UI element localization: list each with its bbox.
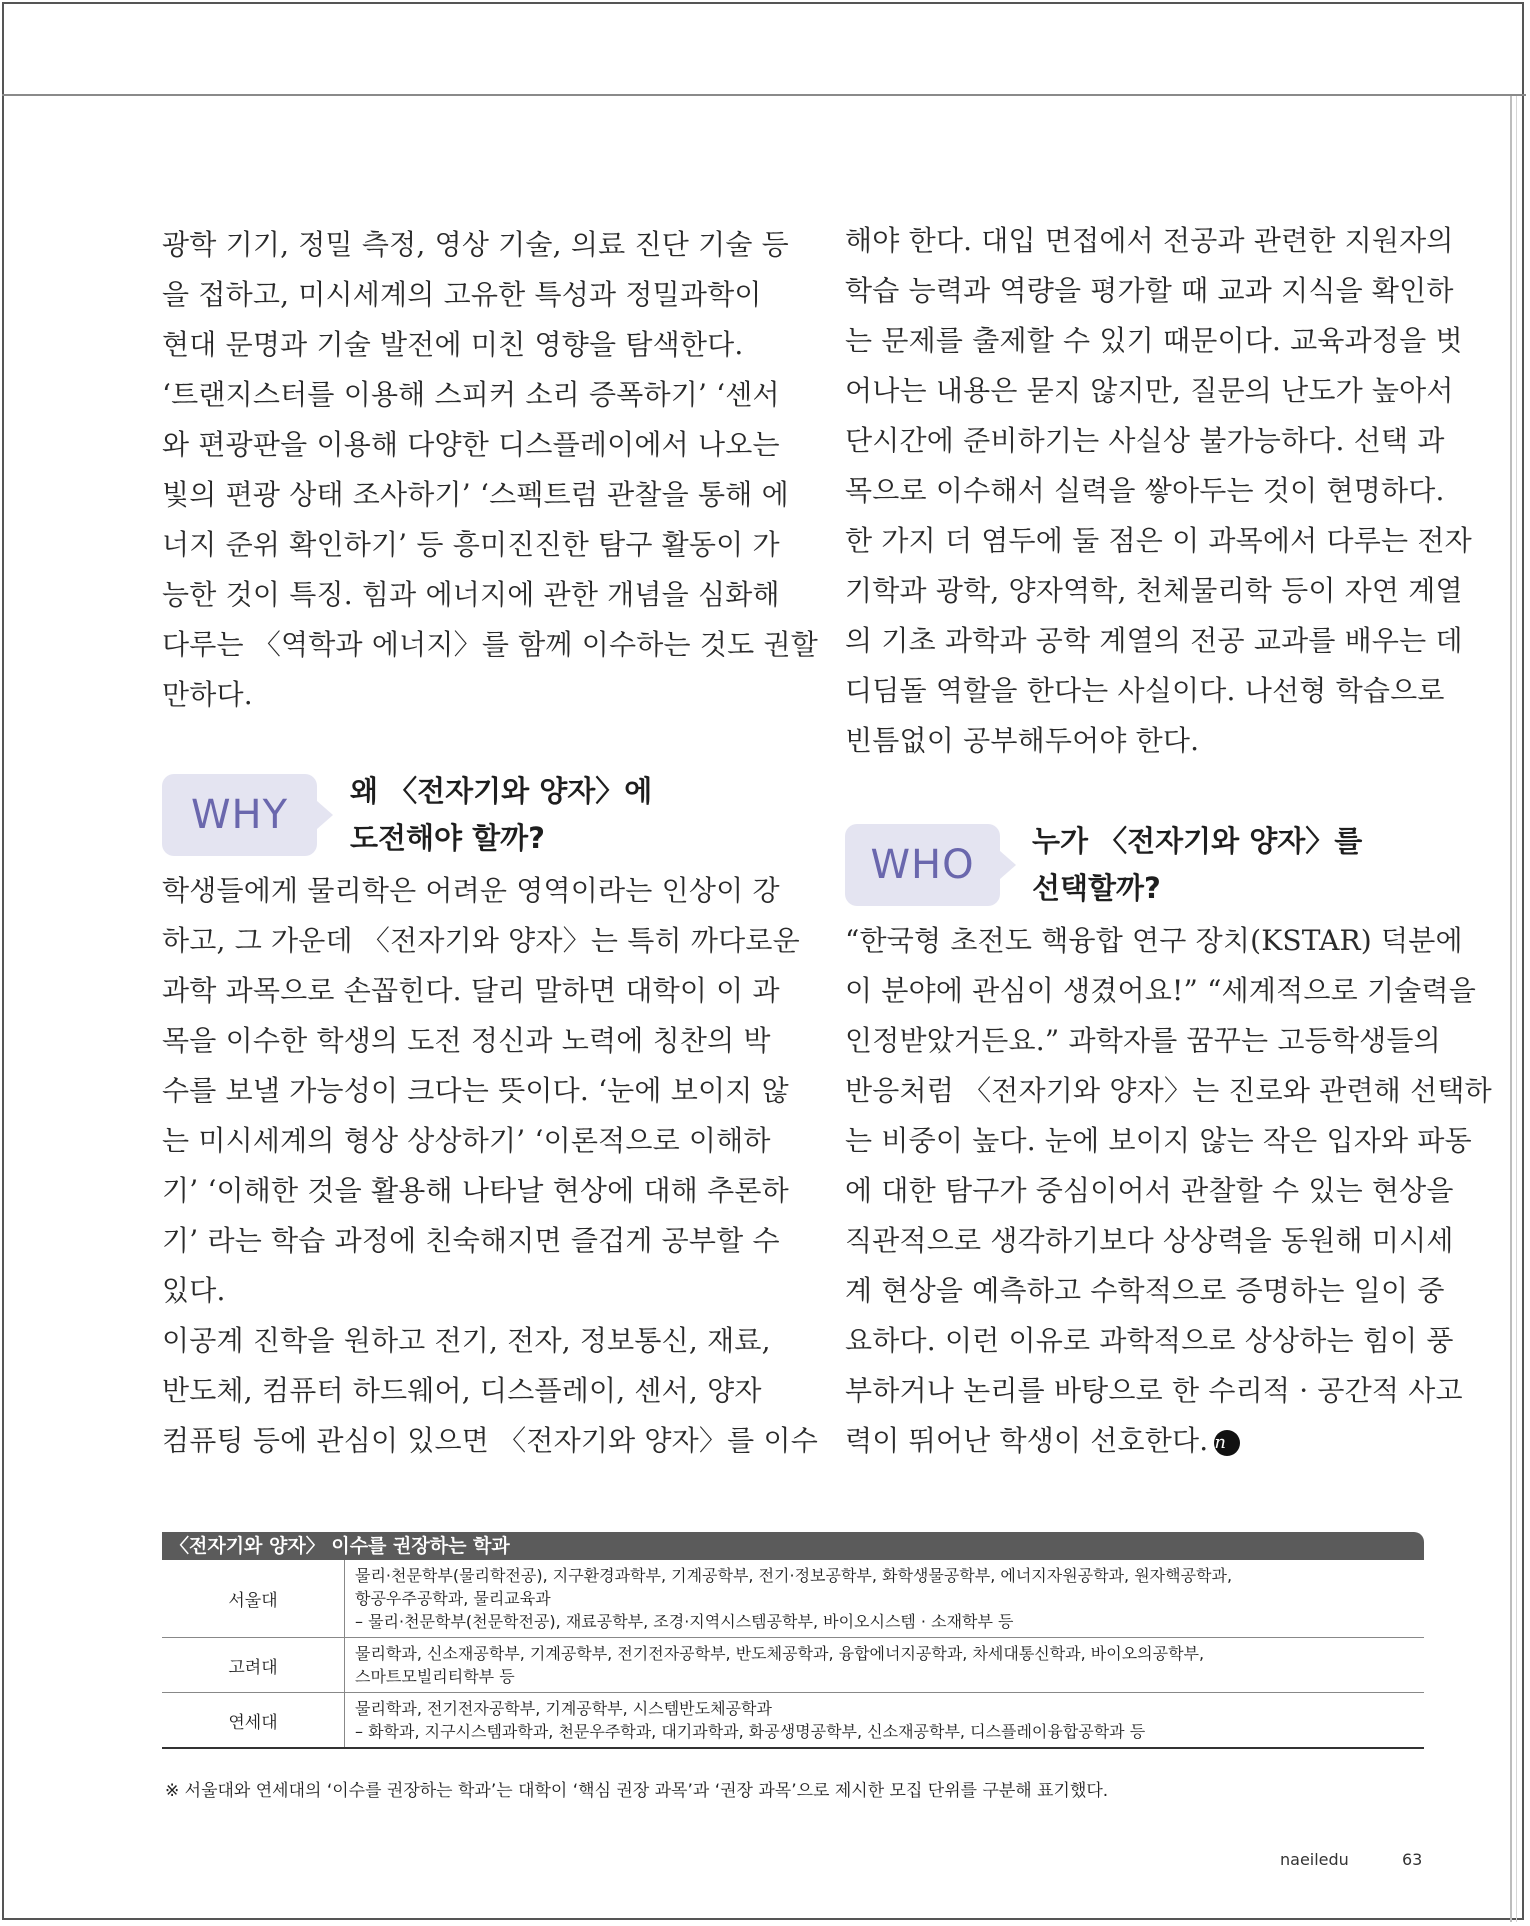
university-name: 고려대: [162, 1638, 345, 1692]
who-heading-line: 누가 〈전자기와 양자〉를: [1032, 824, 1363, 858]
text-line: 어나는 내용은 묻지 않지만, 질문의 난도가 높아서: [845, 374, 1454, 407]
department-list: [345, 1638, 1424, 1692]
top-rule: [2, 94, 1526, 96]
text-line: 계 현상을 예측하고 수학적으로 증명하는 일이 중: [845, 1274, 1445, 1307]
text-line: 는 문제를 출제할 수 있기 때문이다. 교육과정을 벗: [845, 324, 1463, 357]
table-title: 〈전자기와 양자〉 이수를 권장하는 학과: [162, 1532, 1424, 1560]
department-line: – 물리·천문학부(천문학전공), 재료공학부, 조경·지역시스템공학부, 바이오시스템 · 소재학부 등: [355, 1612, 1014, 1631]
who-heading: [1032, 818, 1362, 912]
department-line: 항공우주공학과, 물리교육과: [355, 1589, 551, 1608]
text-line: 목을 이수한 학생의 도전 정신과 노력에 칭찬의 박: [162, 1024, 771, 1057]
text-line: 능한 것이 특징. 힘과 에너지에 관한 개념을 심화해: [162, 578, 780, 611]
text-line: 해야 한다. 대입 면접에서 전공과 관련한 지원자의: [845, 224, 1454, 257]
text-line: 이공계 진학을 원하고 전기, 전자, 정보통신, 재료,: [162, 1324, 771, 1357]
department-line: 물리학과, 신소재공학부, 기계공학부, 전기전자공학부, 반도체공학과, 융합에너지공학과, 차세대통신학과, 바이오의공학부,: [355, 1644, 1205, 1663]
department-line: 물리학과, 전기전자공학부, 기계공학부, 시스템반도체공학과: [355, 1699, 772, 1718]
text-line-content: 력이 뛰어난 학생이 선호한다.: [845, 1424, 1209, 1457]
right-top-paragraph: [845, 216, 1472, 766]
text-line: 하고, 그 가운데 〈전자기와 양자〉는 특히 까다로운: [162, 924, 800, 957]
text-line: 학습 능력과 역량을 평가할 때 교과 지식을 확인하: [845, 274, 1454, 307]
text-line: 요하다. 이런 이유로 과학적으로 상상하는 힘이 풍: [845, 1324, 1454, 1357]
department-line: 스마트모빌리티학부 등: [355, 1667, 515, 1686]
text-line: 목으로 이수해서 실력을 쌓아두는 것이 현명하다.: [845, 474, 1445, 507]
table-row: [162, 1638, 1424, 1693]
why-heading-line: 왜 〈전자기와 양자〉에: [350, 774, 653, 808]
why-heading-line: 도전해야 할까?: [350, 821, 546, 855]
text-line: 기’ 라는 학습 과정에 친숙해지면 즐겁게 공부할 수: [162, 1224, 780, 1257]
page-number: 63: [1402, 1850, 1423, 1869]
table-footnote: ※ 서울대와 연세대의 ‘이수를 권장하는 학과’는 대학이 ‘핵심 권장 과목’과 ‘권장 과목’으로 제시한 모집 단위를 구분해 표기했다.: [165, 1781, 1109, 1801]
text-line: 을 접하고, 미시세계의 고유한 특성과 정밀과학이: [162, 278, 762, 311]
department-line: 물리·천문학부(물리학전공), 지구환경과학부, 기계공학부, 전기·정보공학부, 화학생물공학부, 에너지자원공학과, 원자핵공학과,: [355, 1566, 1233, 1585]
text-line: 현대 문명과 기술 발전에 미친 영향을 탐색한다.: [162, 328, 744, 361]
university-name: 서울대: [162, 1560, 345, 1637]
text-line: 는 미시세계의 형상 상상하기’ ‘이론적으로 이해하: [162, 1124, 771, 1157]
left-why-paragraph: [162, 866, 818, 1466]
text-line: 수를 보낼 가능성이 크다는 뜻이다. ‘눈에 보이지 않: [162, 1074, 789, 1107]
table-row: [162, 1560, 1424, 1638]
text-line: 반응처럼 〈전자기와 양자〉는 진로와 관련해 선택하: [845, 1074, 1492, 1107]
right-who-paragraph: [845, 916, 1492, 1466]
department-list: [345, 1693, 1424, 1747]
text-line: 직관적으로 생각하기보다 상상력을 동원해 미시세: [845, 1224, 1454, 1257]
page-edge-line: [1510, 96, 1512, 1922]
department-list: [345, 1560, 1424, 1637]
text-line: 과학 과목으로 손꼽힌다. 달리 말하면 대학이 이 과: [162, 974, 780, 1007]
text-line: 기학과 광학, 양자역학, 천체물리학 등이 자연 계열: [845, 574, 1463, 607]
left-intro-paragraph: [162, 220, 818, 720]
text-line: 에 대한 탐구가 중심이어서 관찰할 수 있는 현상을: [845, 1174, 1454, 1207]
text-line: 단시간에 준비하기는 사실상 불가능하다. 선택 과: [845, 424, 1445, 457]
why-tag: WHY: [162, 774, 317, 856]
text-line: 빛의 편광 상태 조사하기’ ‘스펙트럼 관찰을 통해 에: [162, 478, 789, 511]
who-heading-line: 선택할까?: [1032, 871, 1161, 905]
text-line: 이 분야에 관심이 생겼어요!” “세계적으로 기술력을: [845, 974, 1476, 1007]
recommended-departments-table: [162, 1532, 1424, 1749]
text-line: 의 기초 과학과 공학 계열의 전공 교과를 배우는 데: [845, 624, 1463, 657]
text-line: 인정받았거든요.” 과학자를 꿈꾸는 고등학생들의: [845, 1024, 1441, 1057]
why-heading: [350, 768, 652, 862]
text-line: 학생들에게 물리학은 어려운 영역이라는 인상이 강: [162, 874, 780, 907]
text-line: 있다.: [162, 1274, 226, 1307]
text-line: 반도체, 컴퓨터 하드웨어, 디스플레이, 센서, 양자: [162, 1374, 762, 1407]
university-name: 연세대: [162, 1693, 345, 1747]
text-line: 와 편광판을 이용해 다양한 디스플레이에서 나오는: [162, 428, 780, 461]
text-line: 는 비중이 높다. 눈에 보이지 않는 작은 입자와 파동: [845, 1124, 1472, 1157]
page-edge-line: [1516, 96, 1517, 1922]
text-line: 빈틈없이 공부해두어야 한다.: [845, 724, 1200, 757]
text-line: 다루는 〈역학과 에너지〉를 함께 이수하는 것도 권할: [162, 628, 818, 661]
department-line: – 화학과, 지구시스템과학과, 천문우주학과, 대기과학과, 화공생명공학부, 신소재공학부, 디스플레이융합공학과 등: [355, 1722, 1146, 1741]
text-line: “한국형 초전도 핵융합 연구 장치(KSTAR) 덕분에: [845, 924, 1463, 957]
text-line: 만하다.: [162, 678, 253, 711]
table-row: [162, 1693, 1424, 1749]
text-line: 컴퓨팅 등에 관심이 있으면 〈전자기와 양자〉를 이수: [162, 1424, 818, 1457]
end-mark-icon: n: [1214, 1430, 1240, 1456]
text-line: [845, 1416, 1425, 1466]
text-line: ‘트랜지스터를 이용해 스피커 소리 증폭하기’ ‘센서: [162, 378, 780, 411]
text-line: 한 가지 더 염두에 둘 점은 이 과목에서 다루는 전자: [845, 524, 1472, 557]
text-line: 디딤돌 역할을 한다는 사실이다. 나선형 학습으로: [845, 674, 1445, 707]
text-line: 기’ ‘이해한 것을 활용해 나타날 현상에 대해 추론하: [162, 1174, 789, 1207]
who-tag: WHO: [845, 824, 1000, 906]
folio-brand: naeiledu: [1280, 1850, 1349, 1869]
text-line: 부하거나 논리를 바탕으로 한 수리적 · 공간적 사고: [845, 1374, 1463, 1407]
text-line: 너지 준위 확인하기’ 등 흥미진진한 탐구 활동이 가: [162, 528, 780, 561]
text-line: 광학 기기, 정밀 측정, 영상 기술, 의료 진단 기술 등: [162, 228, 789, 261]
